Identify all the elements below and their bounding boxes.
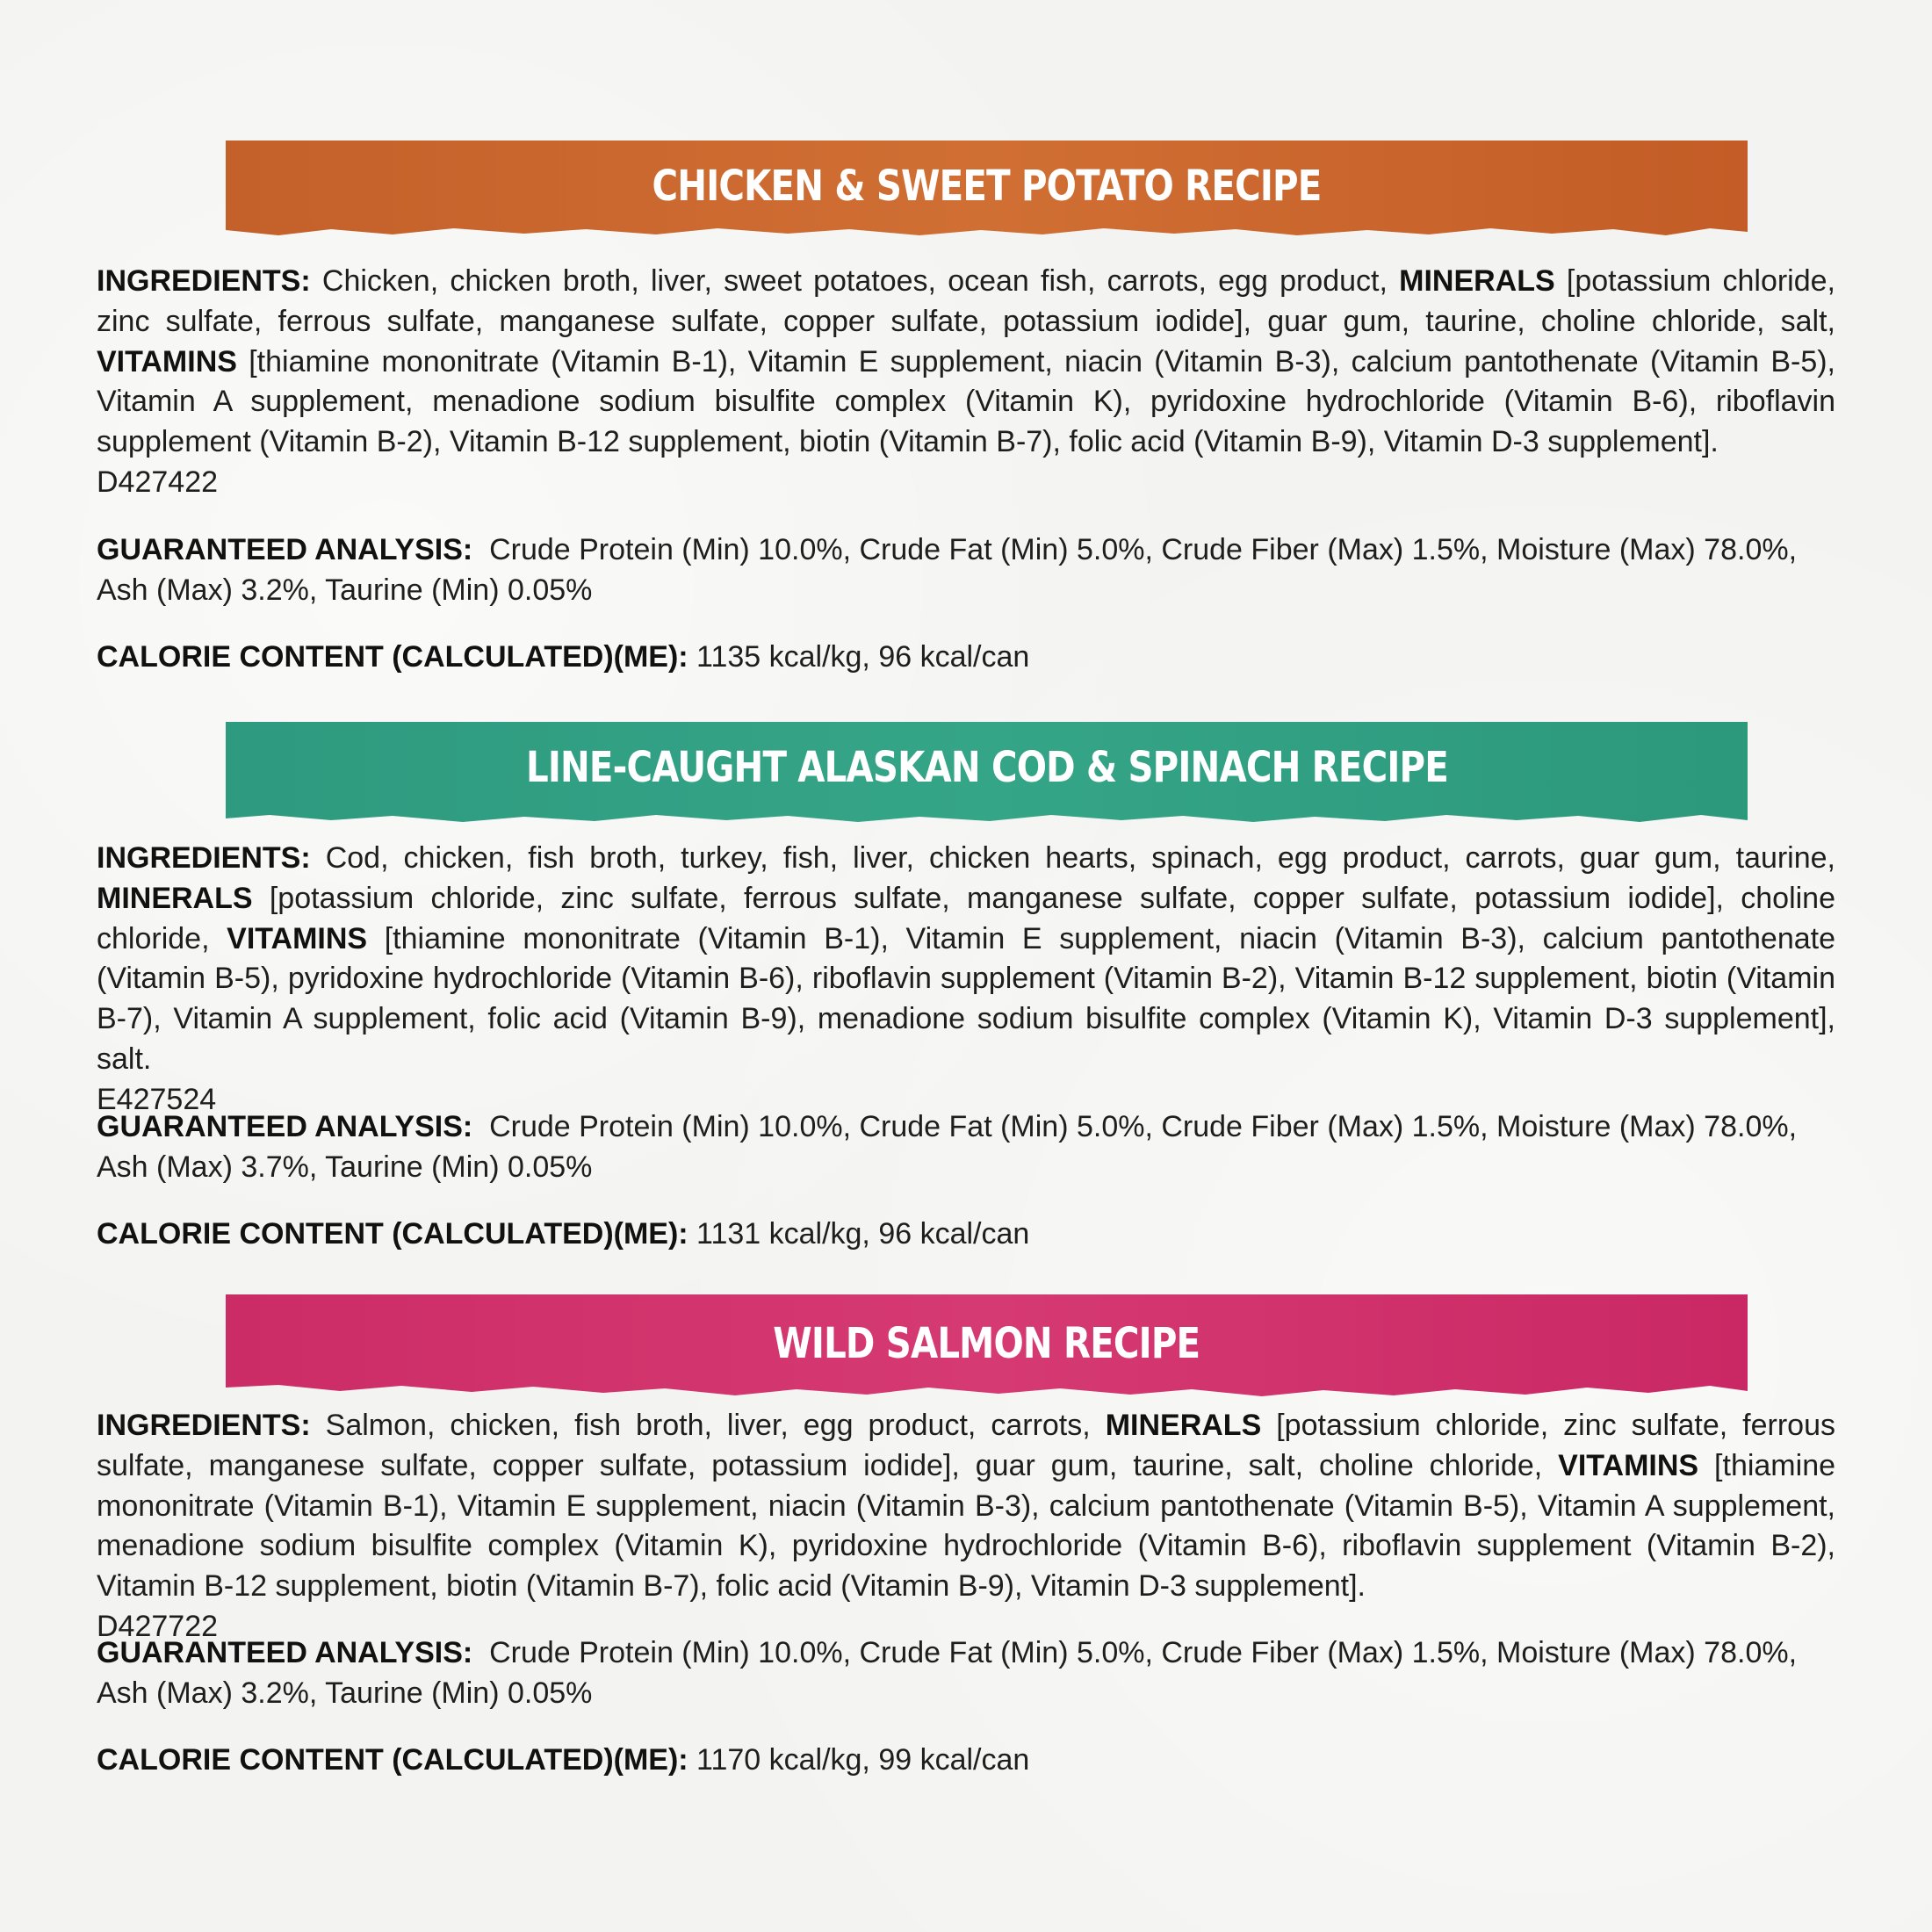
vitamins-text: [thiamine mononitrate (Vitamin B-1), Vitamin E supplement, niacin (Vitamin B-3), calcium pantothenate (Vitamin B-5), pyridoxine hydrochloride (Vitamin B-6), riboflavin supplement (Vitamin B-2), Vitamin B-12 supplement, biotin (Vitamin B-7), Vitamin A supplement, folic acid (Vitamin B-9), menadione sodium bisulfite complex (Vitamin K), Vitamin D-3 supplement], salt. xyxy=(97,921,1835,1076)
calorie-text: 1170 kcal/kg, 99 kcal/can xyxy=(688,1743,1030,1777)
minerals-text: [potassium chloride, zinc sulfate, ferrous sulfate, manganese sulfate, copper sulfate, potassium iodide], choline chloride, xyxy=(97,881,1835,955)
recipe-banner-cod xyxy=(226,722,1748,825)
analysis-label: GUARANTEED ANALYSIS: xyxy=(97,533,473,566)
minerals-label: MINERALS xyxy=(1105,1409,1262,1442)
ingredients-paragraph xyxy=(97,1406,1835,1647)
vitamins-label: VITAMINS xyxy=(97,344,237,378)
minerals-text: [potassium chloride, zinc sulfate, ferrous sulfate, manganese sulfate, copper sulfate, potassium iodide], guar gum, taurine, choline chloride, salt, xyxy=(97,264,1836,338)
vitamins-label: VITAMINS xyxy=(227,921,368,955)
recipe-banner-chicken xyxy=(226,141,1748,244)
analysis-text: Crude Protein (Min) 10.0%, Crude Fat (Min) 5.0%, Crude Fiber (Max) 1.5%, Moisture (Max) 78.0%, Ash (Max) 3.7%, Taurine (Min) 0.05% xyxy=(97,1110,1804,1184)
calorie-content xyxy=(97,1215,1835,1255)
recipe-title: WILD SALMON RECIPE xyxy=(773,1319,1200,1368)
analysis-label: GUARANTEED ANALYSIS: xyxy=(97,1636,473,1669)
product-code: D427722 xyxy=(97,1609,219,1643)
vitamins-text: [thiamine mononitrate (Vitamin B-1), Vitamin E supplement, niacin (Vitamin B-3), calcium pantothenate (Vitamin B-5), Vitamin A supplement, menadione sodium bisulfite complex (Vitamin K), pyridoxine hydrochloride (Vitamin B-6), riboflavin supplement (Vitamin B-2), Vitamin B-12 supplement, biotin (Vitamin B-7), folic acid (Vitamin B-9), Vitamin D-3 supplement]. xyxy=(97,344,1835,459)
analysis-text: Crude Protein (Min) 10.0%, Crude Fat (Min) 5.0%, Crude Fiber (Max) 1.5%, Moisture (Max) 78.0%, Ash (Max) 3.2%, Taurine (Min) 0.05% xyxy=(97,533,1804,607)
minerals-text: [potassium chloride, zinc sulfate, ferrous sulfate, manganese sulfate, copper sulfate, potassium iodide], guar gum, taurine, salt, choline chloride, xyxy=(97,1409,1835,1482)
recipe-title: LINE-CAUGHT ALASKAN COD & SPINACH RECIPE xyxy=(525,743,1448,792)
recipe-title: CHICKEN & SWEET POTATO RECIPE xyxy=(652,162,1322,211)
ingredients-label: INGREDIENTS: xyxy=(97,264,311,298)
ingredients-label: INGREDIENTS: xyxy=(97,841,311,875)
product-code: D427422 xyxy=(97,465,219,499)
ingredients-label: INGREDIENTS: xyxy=(97,1409,311,1442)
calorie-label: CALORIE CONTENT (CALCULATED)(ME): xyxy=(97,1743,688,1777)
minerals-label: MINERALS xyxy=(1399,264,1555,298)
guaranteed-analysis xyxy=(97,1633,1835,1714)
vitamins-label: VITAMINS xyxy=(1558,1448,1699,1482)
ingredients-text: Salmon, chicken, fish broth, liver, egg product, carrots, xyxy=(310,1409,1106,1442)
ingredients-paragraph xyxy=(97,839,1835,1121)
minerals-label: MINERALS xyxy=(97,881,253,915)
ingredients-text: Chicken, chicken broth, liver, sweet potatoes, ocean fish, carrots, egg product, xyxy=(310,264,1400,298)
ingredients-text: Cod, chicken, fish broth, turkey, fish, liver, chicken hearts, spinach, egg product, carrots, guar gum, taurine, xyxy=(310,841,1835,875)
guaranteed-analysis xyxy=(97,530,1835,611)
calorie-text: 1131 kcal/kg, 96 kcal/can xyxy=(688,1217,1030,1251)
calorie-label: CALORIE CONTENT (CALCULATED)(ME): xyxy=(97,640,688,674)
analysis-label: GUARANTEED ANALYSIS: xyxy=(97,1110,473,1143)
calorie-label: CALORIE CONTENT (CALCULATED)(ME): xyxy=(97,1217,688,1251)
guaranteed-analysis xyxy=(97,1107,1835,1188)
calorie-content xyxy=(97,1741,1835,1781)
ingredients-paragraph xyxy=(97,262,1835,503)
calorie-text: 1135 kcal/kg, 96 kcal/can xyxy=(688,640,1030,674)
vitamins-text: [thiamine mononitrate (Vitamin B-1), Vitamin E supplement, niacin (Vitamin B-3), calcium pantothenate (Vitamin B-5), Vitamin A supplement, menadione sodium bisulfite complex (Vitamin K), pyridoxine hydrochloride (Vitamin B-6), riboflavin supplement (Vitamin B-2), Vitamin B-12 supplement, biotin (Vitamin B-7), folic acid (Vitamin B-9), Vitamin D-3 supplement]. xyxy=(97,1448,1836,1604)
product-code: E427524 xyxy=(97,1082,217,1116)
analysis-text: Crude Protein (Min) 10.0%, Crude Fat (Min) 5.0%, Crude Fiber (Max) 1.5%, Moisture (Max) 78.0%, Ash (Max) 3.2%, Taurine (Min) 0.05% xyxy=(97,1636,1804,1710)
calorie-content xyxy=(97,638,1835,678)
recipe-banner-salmon xyxy=(226,1294,1748,1405)
